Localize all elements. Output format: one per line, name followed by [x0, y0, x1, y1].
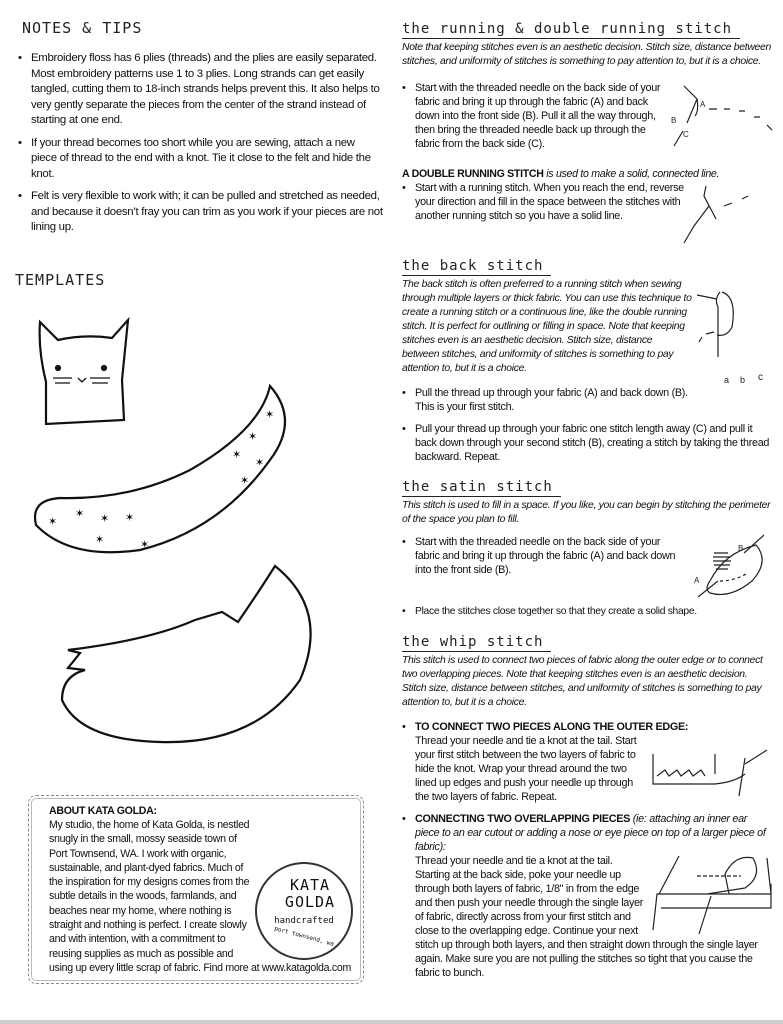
stitch-guide — [402, 20, 774, 980]
label-b: B — [671, 116, 677, 125]
label-a: A — [700, 100, 706, 109]
whip-step-label: CONNECTING TWO OVERLAPPING PIECES — [415, 813, 631, 825]
about-text — [49, 818, 353, 975]
running-section — [402, 20, 774, 243]
running-step: • Start with the threaded needle on the back side of your fabric and bring it up through the fabric (A) and back down into the front side (B). Pull it all the way through, then bring the threaded needle back up through the fabric from the back side (C). — [402, 81, 774, 151]
page-bottom-divider — [0, 1020, 783, 1024]
svg-text:✶: ✶ — [75, 507, 85, 520]
double-label: A DOUBLE RUNNING STITCH — [402, 168, 544, 180]
svg-text:✶: ✶ — [255, 456, 265, 469]
svg-text:✶: ✶ — [140, 538, 150, 551]
kata-golda-logo — [255, 862, 353, 960]
whip-step — [402, 720, 774, 804]
svg-text:✶: ✶ — [265, 408, 275, 421]
svg-text:✶: ✶ — [95, 533, 105, 546]
double-text: is used to make a solid, connected line. — [543, 168, 720, 180]
whip-intro: This stitch is used to connect two pieces of fabric along the outer edge or to connect two overlapping pieces. Note that keeping stitches even is an aesthetic decision. Stitch size, distance between stitches, and uniformity of stitches is something to pay attention to, but it is a choice. — [402, 655, 763, 708]
back-stitch-figure — [692, 287, 774, 399]
logo-line4: port townsend, wa — [273, 925, 335, 948]
logo-line2: GOLDA — [284, 893, 336, 911]
svg-text:✶: ✶ — [48, 515, 58, 528]
back-title: the back stitch — [402, 258, 551, 276]
svg-text:✶: ✶ — [248, 430, 258, 443]
about-box — [28, 795, 364, 984]
double-running-heading — [402, 167, 774, 181]
whip-section — [402, 633, 774, 980]
satin-step: • Start with the threaded needle on the back side of your fabric and bring it up through the fabric (A) and back down into the front side (B). — [402, 535, 774, 577]
moon-template — [35, 386, 285, 552]
svg-text:✶: ✶ — [232, 448, 242, 461]
whip-step — [402, 812, 774, 980]
whip-edge-figure — [649, 748, 774, 798]
about-paragraph: My studio, the home of Kata Golda, is nestled snugly in the small, mossy seaside town of Port Townsend, WA. I work with organic, sustainable, and plant-dyed fabrics. Much of the inspiration for my designs comes from the subtle details in the woods, farmlands, and beaches near my home, where nothing is straight and nothing is perfect. I create slowly and with intention, with a commitment to reusing supplies as much as possible and using up every little scrap of fabric. Find more at www.katagolda.com — [49, 819, 351, 974]
crescent-template — [62, 566, 311, 742]
notes-title: NOTES & TIPS — [22, 19, 143, 37]
satin-section — [402, 478, 774, 619]
label-b: b — [740, 375, 746, 385]
back-step: • Pull your thread up through your fabric one stitch length away (C) and pull it back down through your second stitch (B), creating a stitch by taking the thread backward. Repeat. — [402, 422, 774, 464]
satin-intro: This stitch is used to fill in a space. If you like, you can begin by stitching the perimeter of the space you plan to fill. — [402, 500, 771, 525]
back-intro-text: The back stitch is often preferred to a running stitch when sewing through multiple layers or thick fabric. You can use this technique to create a running stitch or a continuous line, like the double running stitch. It is perfect for outlining or filling in space. Note that keeping stitches even is an aesthetic decision. Stitch size, distance between stitches, and uniformity of stitches is something to pay attention to, but it is a choice. — [402, 279, 692, 374]
whip-step-note: (ie: attaching an inner ear piece to an ear cutout or adding a nose or eye piece on top of a larger piece of fabric): — [415, 813, 766, 853]
double-running-step: • Start with a running stitch. When you reach the end, reverse your direction and fill in the space between the stitches with another running stitch so you have a solid line. — [402, 181, 774, 223]
whip-title: the whip stitch — [402, 634, 551, 652]
label-b: B — [738, 544, 744, 553]
label-a: a — [724, 375, 730, 385]
whip-overlap-figure — [649, 854, 774, 934]
running-title: the running & double running stitch — [402, 21, 740, 39]
note-item: • Felt is very flexible to work with; it can be pulled and stretched as needed, and because it doesn’t fray you can trim as you work if your pieces are not lining up. — [18, 189, 383, 236]
logo-line3: handcrafted — [274, 916, 334, 926]
note-item: • Embroidery floss has 6 plies (threads) and the plies are easily separated. Most embroidery patterns use 1 to 3 plies. Long strands can get easily tangled, cutting them to 18-inch strands helps prevent this. It also helps to very gently separate the pieces from the center of the strand instead of starting at one end. — [18, 51, 383, 129]
templates-title: TEMPLATES — [15, 270, 106, 289]
label-c: C — [683, 130, 689, 139]
logo-line1: KATA — [289, 876, 331, 894]
note-item: • If your thread becomes too short while you are sewing, attach a new piece of thread to the end with a knot. Tie it close to the felt and hide the knot. — [18, 136, 383, 183]
svg-text:✶: ✶ — [125, 511, 135, 524]
whip-step-label: TO CONNECT TWO PIECES ALONG THE OUTER EDGE: — [415, 721, 689, 733]
satin-step: • Place the stitches close together so that they create a solid shape. — [402, 605, 774, 619]
whip-step-text: Thread your needle and tie a knot at the tail. Start your first stitch between the two layers of fabric to hide the knot. Wrap your thread around the two lined up edges and push your needle up through the two layers of fabric. Repeat. — [415, 735, 637, 803]
whip-step-text: Thread your needle and tie a knot at the tail. Starting at the back side, poke your needle up through both layers of fabric, 1/8" in from the edge and then push your needle through the single layer of fabric, directly across from your first stitch and close to the overlapping edge. Continue your next stitch up through both layers, and then straight down through the single layer again. Make sure you are not pulling the stitches so tight that you cause the fabric to bunch. — [415, 855, 758, 979]
cat-head-template — [40, 320, 128, 424]
back-section — [402, 257, 774, 464]
satin-title: the satin stitch — [402, 479, 561, 497]
svg-text:✶: ✶ — [240, 474, 250, 487]
running-intro: Note that keeping stitches even is an aesthetic decision. Stitch size, distance between stitches, and uniformity of stitches is something to pay attention to, but it is a choice. — [402, 42, 771, 67]
svg-text:✶: ✶ — [100, 512, 110, 525]
back-step: • Pull the thread up through your fabric (A) and back down (B). This is your first stitch. — [402, 386, 774, 414]
label-c: c — [758, 372, 763, 383]
about-title: ABOUT KATA GOLDA: — [49, 805, 157, 817]
templates-illustration — [0, 0, 400, 780]
label-a: A — [694, 576, 700, 585]
